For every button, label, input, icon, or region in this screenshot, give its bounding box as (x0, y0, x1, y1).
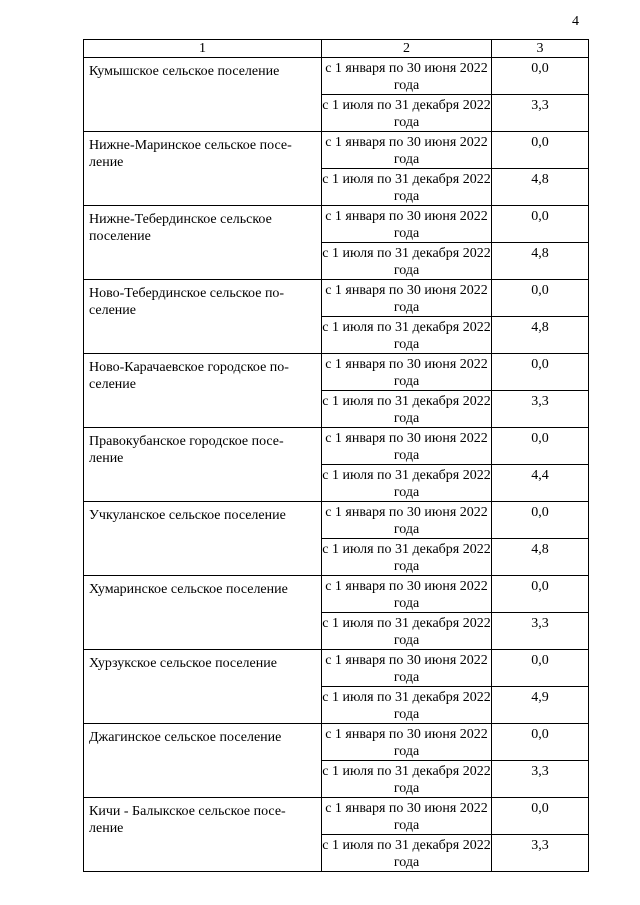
period-cell: с 1 января по 30 июня 2022 года (322, 724, 492, 761)
rate-value: 4,9 (492, 687, 589, 724)
rate-value: 0,0 (492, 132, 589, 169)
period-cell: с 1 января по 30 июня 2022 года (322, 280, 492, 317)
rate-value: 0,0 (492, 354, 589, 391)
table-row (84, 798, 589, 835)
period-cell: с 1 января по 30 июня 2022 года (322, 58, 492, 95)
period-cell: с 1 июля по 31 декабря 2022 года (322, 687, 492, 724)
settlement-name: Кумышское сельское поселение (84, 58, 322, 132)
period-cell: с 1 июля по 31 декабря 2022 года (322, 317, 492, 354)
tariff-table (83, 39, 589, 872)
rate-value: 4,8 (492, 317, 589, 354)
rate-value: 4,4 (492, 465, 589, 502)
rate-value: 0,0 (492, 58, 589, 95)
rate-value: 3,3 (492, 391, 589, 428)
table-row (84, 576, 589, 613)
table-row (84, 502, 589, 539)
table-row (84, 650, 589, 687)
period-cell: с 1 июля по 31 декабря 2022 года (322, 613, 492, 650)
page-number: 4 (572, 14, 579, 29)
period-cell: с 1 июля по 31 декабря 2022 года (322, 243, 492, 280)
rate-value: 0,0 (492, 502, 589, 539)
settlement-name: Джагинское сельское поселение (84, 724, 322, 798)
table-row (84, 280, 589, 317)
period-cell: с 1 января по 30 июня 2022 года (322, 206, 492, 243)
settlement-name: Ново-Тебердинское сельское по-селение (84, 280, 322, 354)
header-cell-2: 2 (322, 40, 492, 58)
settlement-name: Хурзукское сельское поселение (84, 650, 322, 724)
period-cell: с 1 июля по 31 декабря 2022 года (322, 391, 492, 428)
rate-value: 4,8 (492, 539, 589, 576)
settlement-name: Хумаринское сельское поселение (84, 576, 322, 650)
settlement-name: Нижне-Тебердинское сельское поселение (84, 206, 322, 280)
header-cell-3: 3 (492, 40, 589, 58)
period-cell: с 1 января по 30 июня 2022 года (322, 502, 492, 539)
period-cell: с 1 июля по 31 декабря 2022 года (322, 761, 492, 798)
table-row (84, 354, 589, 391)
rate-value: 0,0 (492, 724, 589, 761)
header-cell-1: 1 (84, 40, 322, 58)
period-cell: с 1 июля по 31 декабря 2022 года (322, 95, 492, 132)
period-cell: с 1 января по 30 июня 2022 года (322, 132, 492, 169)
table-row (84, 428, 589, 465)
header-row (84, 40, 589, 58)
period-cell: с 1 января по 30 июня 2022 года (322, 576, 492, 613)
rate-value: 4,8 (492, 169, 589, 206)
period-cell: с 1 июля по 31 декабря 2022 года (322, 169, 492, 206)
table-row (84, 132, 589, 169)
settlement-name: Учкуланское сельское поселение (84, 502, 322, 576)
rate-value: 0,0 (492, 650, 589, 687)
rate-value: 0,0 (492, 280, 589, 317)
period-cell: с 1 июля по 31 декабря 2022 года (322, 835, 492, 872)
rate-value: 0,0 (492, 206, 589, 243)
period-cell: с 1 января по 30 июня 2022 года (322, 354, 492, 391)
table-row (84, 58, 589, 95)
rate-value: 3,3 (492, 835, 589, 872)
rate-value: 0,0 (492, 798, 589, 835)
settlement-name: Нижне-Маринское сельское посе-ление (84, 132, 322, 206)
period-cell: с 1 января по 30 июня 2022 года (322, 798, 492, 835)
settlement-name: Правокубанское городское посе-ление (84, 428, 322, 502)
rate-value: 3,3 (492, 761, 589, 798)
rate-value: 0,0 (492, 428, 589, 465)
rate-value: 3,3 (492, 95, 589, 132)
period-cell: с 1 июля по 31 декабря 2022 года (322, 465, 492, 502)
period-cell: с 1 января по 30 июня 2022 года (322, 650, 492, 687)
rate-value: 0,0 (492, 576, 589, 613)
rate-value: 3,3 (492, 613, 589, 650)
settlement-name: Ново-Карачаевское городское по-селение (84, 354, 322, 428)
period-cell: с 1 июля по 31 декабря 2022 года (322, 539, 492, 576)
period-cell: с 1 января по 30 июня 2022 года (322, 428, 492, 465)
settlement-name: Кичи - Балыкское сельское посе-ление (84, 798, 322, 872)
table-row (84, 724, 589, 761)
table-row (84, 206, 589, 243)
rate-value: 4,8 (492, 243, 589, 280)
